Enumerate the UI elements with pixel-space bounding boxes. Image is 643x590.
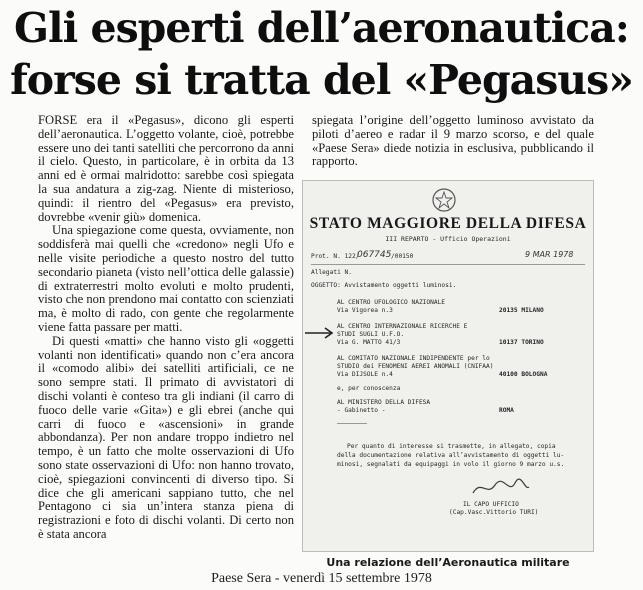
- recipient-line: AL COMITATO NAZIONALE INDIPENDENTE per lo: [337, 355, 490, 362]
- recipient-city: ROMA: [499, 407, 514, 414]
- recipient-line: AL CENTRO UFOLOGICO NAZIONALE: [337, 299, 446, 306]
- document-attachments: Allegati N.: [311, 269, 352, 276]
- signature-title: IL CAPO UFFICIO: [463, 501, 519, 508]
- article-column-right: [312, 114, 594, 169]
- publication-footer: Paese Sera - venerdì 15 settembre 1978: [211, 571, 432, 586]
- headline-line-1: Gli esperti dell’aeronautica:: [14, 4, 629, 52]
- recipient-city: 40100 BOLOGNA: [499, 371, 548, 378]
- document-body-line: minosi, segnalati da equipaggi in volo il giorno 9 marzo u.s.: [337, 461, 565, 468]
- emblem-icon: [431, 187, 457, 213]
- article-column-left: [38, 114, 294, 542]
- recipient-line: e, per conoscenza: [337, 385, 401, 392]
- recipient-line: STUDI SUGLI U.F.O.: [337, 331, 405, 338]
- image-caption: Una relazione dell’Aeronautica militare: [326, 556, 570, 569]
- document-date: 9 MAR 1978: [525, 250, 574, 259]
- document-protocol: Prot. N. 122/: [311, 253, 360, 260]
- signature-name: (Cap.Vasc.Vittorio TURI): [449, 509, 539, 516]
- document-subtitle: III REPARTO - Ufficio Operazioni: [385, 235, 511, 243]
- recipient-line: STUDIO dei FENOMENI AEREI ANOMALI (CNIFAA): [337, 363, 494, 370]
- document-body-line: Per quanto di interesse si trasmette, in allegato, copia: [347, 443, 556, 450]
- article-paragraph: Una spiegazione come questa, ovviamente, non soddisferà mai quelli che «credono» negli Ufo e nelle visite periodiche a questo nostro del tutto secondario pianeta (visto nell’ottica delle galassie) di extraterrestri molto evoluti e molto prudenti, visto che non prendono mai contatto con scienziati ma, è molto di rado, con gente che regolarmente viene fatta passare per matti.: [38, 223, 294, 334]
- recipient-line: AL MINISTERO DELLA DIFESA: [337, 399, 431, 406]
- document-photo: [302, 180, 594, 552]
- signature-icon: [471, 477, 531, 499]
- article-paragraph: Di questi «matti» che hanno visto gli «oggetti volanti non identificati» quando non c’era ancora il «comodo alibi» dei satelliti artificiali, ce ne sono sempre stati. Il primato di avvistatori di dischi volanti è conteso tra gli indiani (il carro di fuoco delle varie «Gita») e gli ebrei (anche qui carri di fuoco e «ascensioni» in grande abbondanza). Per non andare troppo indietro nel tempo, è un fatto che molte osservazioni di Ufo sono state osservazioni di Ufo: non hanno trovato, cioè, spiegazioni convincenti di diverso tipo. Si dice che gli americani sappiano tutto, che nel Pentagono ci sia un’intera stanza piena di registrazioni e foto di dischi volanti. Di certo non è stata ancora: [38, 333, 294, 541]
- document-protocol-number: 067745: [357, 250, 392, 260]
- document-divider: [311, 264, 585, 265]
- recipient-city: 20135 MILANO: [499, 307, 544, 314]
- recipient-line: Via Vigorea n.3: [337, 307, 393, 314]
- recipient-line: - Gabinetto -: [337, 407, 386, 414]
- recipient-line: Via G. MATTO 41/3: [337, 339, 401, 346]
- article-paragraph: spiegata l’origine dell’oggetto luminoso avvistato da piloti d’aereo e radar il 9 marzo scorso, e del quale «Paese Sera» diede notizia in esclusiva, pubblicando il rapporto.: [312, 113, 594, 169]
- article-paragraph: FORSE era il «Pegasus», dicono gli esperti dell’aeronautica. L’oggetto volante, cioè, potrebbe essere uno dei tanti satelliti che percorrono da anni il cielo. Questo, in particolare, è in orbita da 13 anni ed è ormai malridotto: sarebbe così spiegata la sua andatura a zig-zag. Niente di misterioso, quindi: il rientro del «Pegasus» era previsto, dovrebbe «venir giù» domenica.: [38, 113, 294, 224]
- document-subject: OGGETTO: Avvistamento oggetti luminosi.: [311, 282, 457, 289]
- document-divider: [337, 423, 367, 424]
- document-protocol-suffix: /00150: [391, 253, 414, 260]
- recipient-line: Via DIJSOLE n.4: [337, 371, 393, 378]
- document-body-line: della documentazione relativa all’avvistamento di oggetti lu-: [337, 452, 565, 459]
- recipient-line: AL CENTRO INTERNAZIONALE RICERCHE E: [337, 323, 468, 330]
- headline-line-2: forse si tratta del «Pegasus»: [10, 56, 633, 104]
- document-title: STATO MAGGIORE DELLA DIFESA: [309, 215, 587, 232]
- arrow-icon: [303, 326, 335, 340]
- recipient-city: 10137 TORINO: [499, 339, 544, 346]
